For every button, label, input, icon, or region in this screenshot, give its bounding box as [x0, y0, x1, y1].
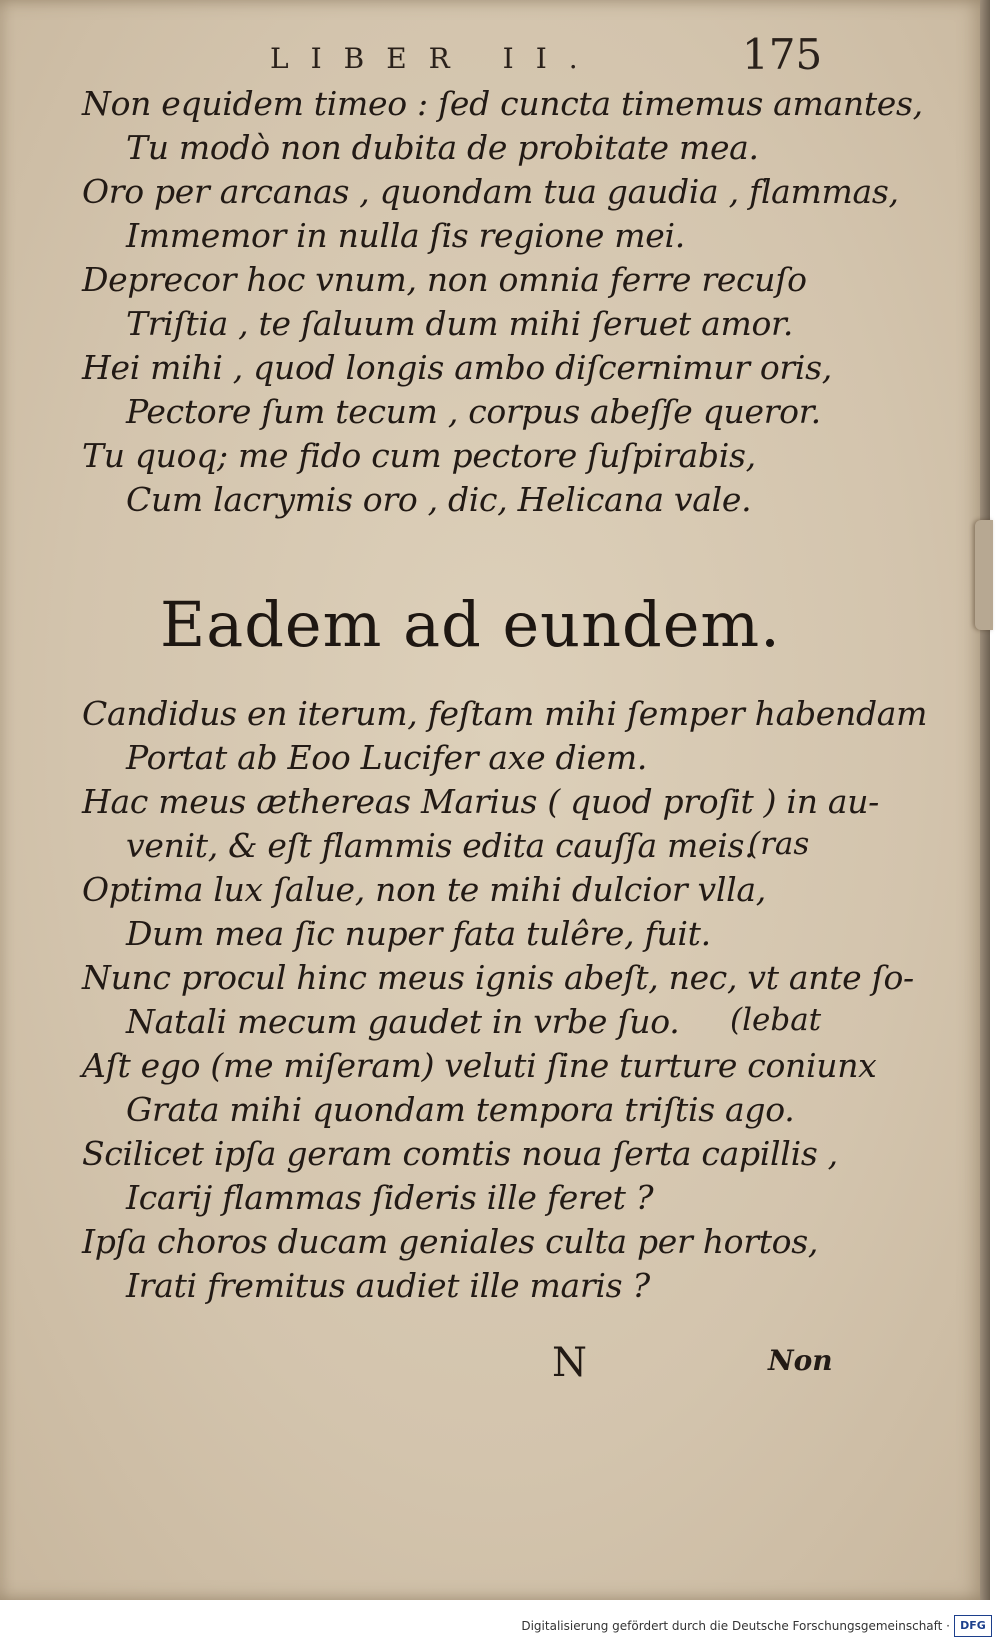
running-head: LIBER II. — [270, 42, 600, 75]
verse-line: Triſtia , te ſaluum dum mihi ſeruet amor. — [126, 304, 794, 343]
signature-mark: N — [552, 1340, 587, 1386]
catchword: Non — [768, 1344, 833, 1377]
turnover-fragment: (ras — [748, 826, 810, 862]
verse-line: Tu modò non dubita de probitate mea. — [126, 128, 759, 167]
verse-line: Immemor in nulla ſis regione mei. — [126, 216, 685, 255]
verse-line: venit, & eſt flammis edita cauſſa meis. — [126, 826, 755, 865]
page-tab — [975, 520, 993, 630]
verse-line: Grata mihi quondam tempora triſtis ago. — [126, 1090, 795, 1129]
verse-line: Hac meus æthereas Marius ( quod proſit ) in au- — [82, 782, 880, 821]
folio-number: 175 — [742, 30, 823, 79]
verse-line: Deprecor hoc vnum, non omnia ferre recuſo — [82, 260, 807, 299]
verse-line: Candidus en iterum, feſtam mihi ſemper habendam — [82, 694, 928, 733]
dfg-logo[interactable]: DFG — [954, 1615, 992, 1637]
verse-line: Optima lux ſalue, non te mihi dulcior vlla, — [82, 870, 766, 909]
verse-line: Aſt ego (me miſeram) veluti ſine turture coniunx — [82, 1046, 877, 1085]
poem-title: Eadem ad eundem. — [160, 588, 781, 661]
verse-line: Oro per arcanas , quondam tua gaudia , flammas, — [82, 172, 899, 211]
verse-line: Portat ab Eoo Lucifer axe diem. — [126, 738, 648, 777]
verse-line: Nunc procul hinc meus ignis abeſt, nec, vt ante ſo- — [82, 958, 914, 997]
verse-line: Icarij flammas ſideris ille feret ? — [126, 1178, 654, 1217]
verse-line: Dum mea ſic nuper fata tulêre, fuit. — [126, 914, 711, 953]
page-edge — [980, 0, 990, 1600]
verse-line: Tu quoq; me fido cum pectore ſuſpirabis, — [82, 436, 756, 475]
verse-line: Ipſa choros ducam geniales culta per hortos, — [82, 1222, 819, 1261]
footer-credit: Digitalisierung gefördert durch die Deutsche Forschungsgemeinschaft · — [521, 1619, 950, 1633]
verse-line: Non equidem timeo : ſed cuncta timemus amantes, — [82, 84, 923, 123]
verse-line: Irati fremitus audiet ille maris ? — [126, 1266, 650, 1305]
verse-line: Scilicet ipſa geram comtis noua ſerta capillis , — [82, 1134, 838, 1173]
verse-line: Cum lacrymis oro , dic, Helicana vale. — [126, 480, 752, 519]
turnover-fragment: (lebat — [730, 1002, 822, 1038]
verse-line: Natali mecum gaudet in vrbe ſuo. — [126, 1002, 680, 1041]
verse-line: Pectore ſum tecum , corpus abeſſe queror. — [126, 392, 821, 431]
verse-line: Hei mihi , quod longis ambo diſcernimur oris, — [82, 348, 832, 387]
